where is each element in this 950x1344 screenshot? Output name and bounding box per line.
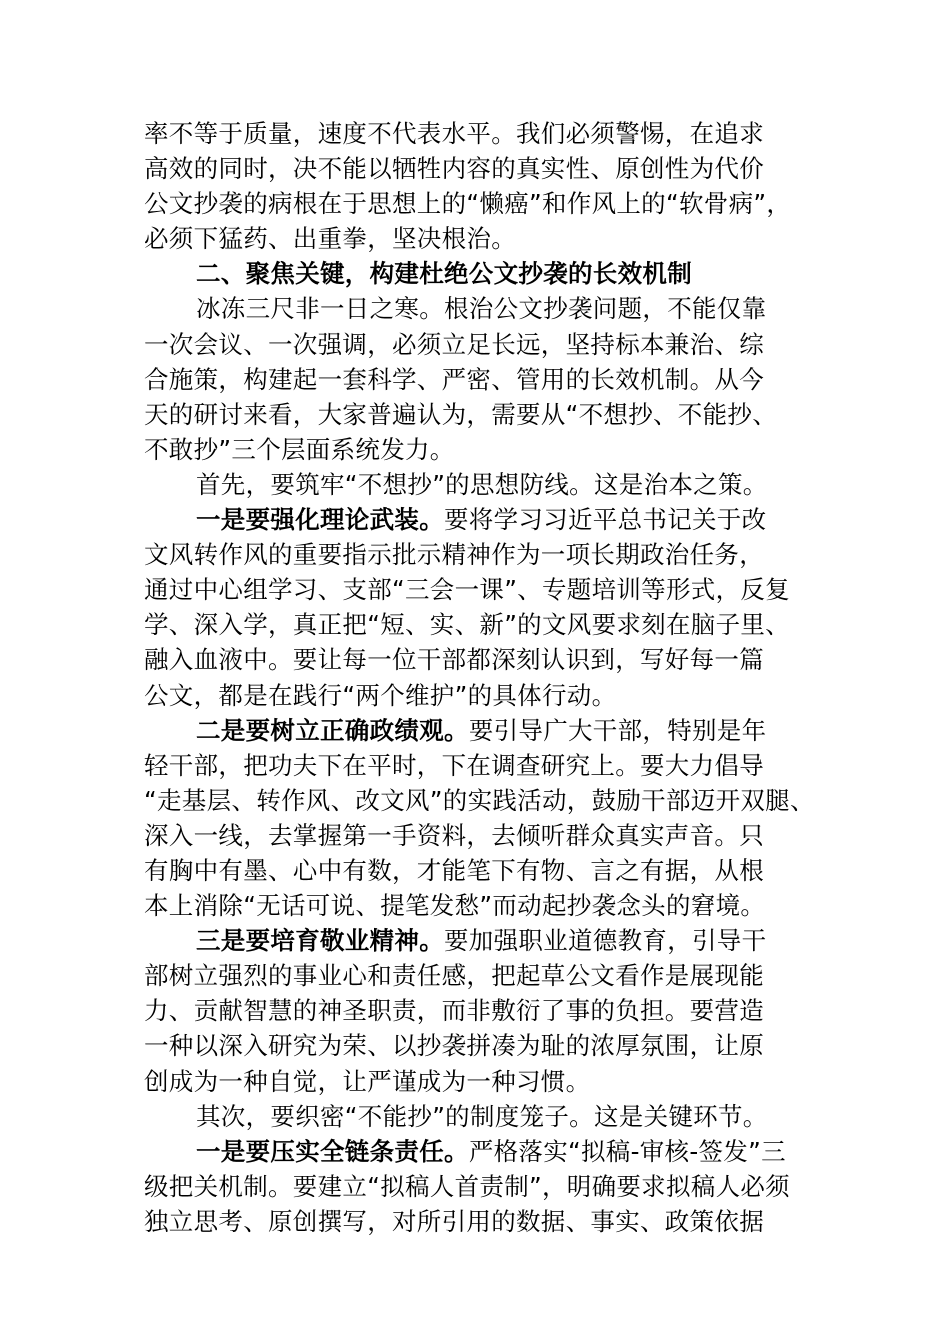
line-text: 要加强职业道德教育，引导干 — [444, 926, 767, 956]
paragraph-line: 一种以深入研究为荣、以抄袭拼凑为耻的浓厚氛围，让原 — [144, 1031, 764, 1061]
line-text: 要引导广大干部，特别是年 — [468, 715, 767, 745]
paragraph-line: 文风转作风的重要指示批示精神作为一项长期政治任务， — [144, 540, 764, 570]
paragraph-line: 深入一线，去掌握第一手资料，去倾听群众真实声音。只 — [144, 820, 764, 850]
paragraph-line: 不敢抄”三个层面系统发力。 — [144, 434, 455, 464]
paragraph-line: 冰冻三尺非一日之寒。根治公文抄袭问题，不能仅靠 — [196, 294, 767, 324]
paragraph-line: 公文，都是在践行“两个维护”的具体行动。 — [144, 680, 617, 710]
paragraph-line: “走基层、转作风、改文风”的实践活动，鼓励干部迈开双腿、 — [144, 785, 815, 815]
paragraph-line: 创成为一种自觉，让严谨成为一种习惯。 — [144, 1066, 591, 1096]
document-body — [144, 116, 815, 1239]
section-heading: 二、聚焦关键，构建杜绝公文抄袭的长效机制 — [196, 259, 692, 289]
bold-lead-phrase: 三是要培育敬业精神。 — [196, 926, 444, 956]
paragraph-line: 首先，要筑牢“不想抄”的思想防线。这是治本之策。 — [196, 469, 768, 499]
paragraph-line: 有胸中有墨、心中有数，才能笔下有物、言之有据，从根 — [144, 855, 764, 885]
paragraph-line — [144, 502, 809, 537]
paragraph-line: 通过中心组学习、支部“三会一课”、专题培训等形式，反复 — [144, 575, 790, 605]
bold-lead-phrase: 一是要强化理论武装。 — [196, 505, 444, 535]
paragraph-line — [144, 713, 809, 748]
paragraph-line: 率不等于质量，速度不代表水平。我们必须警惕，在追求 — [144, 119, 764, 148]
paragraph-line — [144, 923, 809, 958]
line-text: 要将学习习近平总书记关于改 — [444, 505, 767, 535]
bold-lead-phrase: 一是要压实全链条责任。 — [196, 1136, 469, 1166]
line-text: 严格落实“拟稿-审核-签发”三 — [468, 1136, 786, 1166]
paragraph-line — [144, 1134, 809, 1169]
paragraph-line: 级把关机制。要建立“拟稿人首责制”，明确要求拟稿人必须 — [144, 1171, 790, 1201]
paragraph-line: 合施策，构建起一套科学、严密、管用的长效机制。从今 — [144, 364, 764, 394]
paragraph-line: 天的研讨来看，大家普遍认为，需要从“不想抄、不能抄、 — [144, 399, 777, 429]
paragraph-line: 力、贡献智慧的神圣职责，而非敷衍了事的负担。要营造 — [144, 996, 764, 1026]
paragraph-line: 独立思考、原创撰写，对所引用的数据、事实、政策依据 — [144, 1206, 764, 1236]
paragraph-line: 必须下猛药、出重拳，坚决根治。 — [144, 224, 516, 254]
paragraph-line: 公文抄袭的病根在于思想上的“懒癌”和作风上的“软骨病”， — [144, 189, 792, 219]
paragraph-line: 其次，要织密“不能抄”的制度笼子。这是关键环节。 — [196, 1101, 768, 1131]
paragraph-line: 本上消除“无话可说、提笔发愁”而动起抄袭念头的窘境。 — [144, 891, 766, 921]
bold-lead-phrase: 二是要树立正确政绩观。 — [196, 715, 469, 745]
paragraph-line: 学、深入学，真正把“短、实、新”的文风要求刻在脑子里、 — [144, 610, 790, 640]
paragraph-line: 融入血液中。要让每一位干部都深刻认识到，写好每一篇 — [144, 645, 764, 675]
paragraph-line: 部树立强烈的事业心和责任感，把起草公文看作是展现能 — [144, 961, 764, 991]
paragraph-line: 轻干部，把功夫下在平时，下在调查研究上。要大力倡导 — [144, 750, 764, 780]
paragraph-line: 一次会议、一次强调，必须立足长远，坚持标本兼治、综 — [144, 329, 764, 359]
paragraph-line: 高效的同时，决不能以牺牲内容的真实性、原创性为代价 — [144, 154, 764, 184]
